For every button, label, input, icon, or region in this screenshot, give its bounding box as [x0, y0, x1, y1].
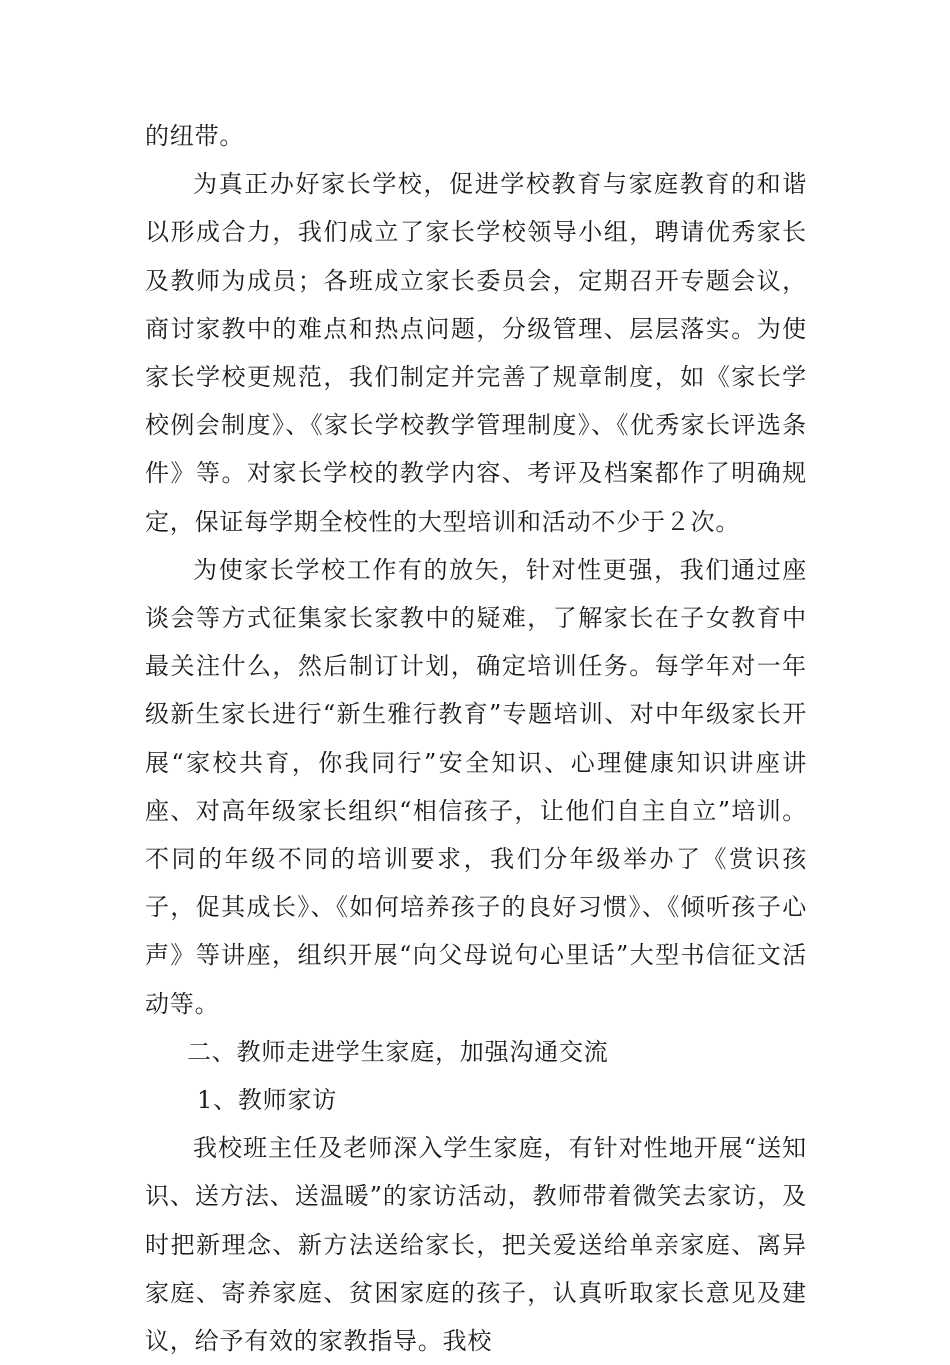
section-heading: 二、教师走进学生家庭，加强沟通交流 — [187, 1037, 609, 1066]
paragraph-home-visits: 我校班主任及老师深入学生家庭，有针对性地开展“送知识、送方法、送温暖”的家访活动，教师带着微笑去家访，及时把新理念、新方法送给家长，把关爱送给单亲家庭、离异家庭、寄养家庭、贫困家庭的孩子，认真听取家长意见及建议，给予有效的家教指导。我校 — [145, 1134, 807, 1356]
document-body — [145, 112, 807, 1365]
subsection-heading: 1、教师家访 — [197, 1086, 338, 1115]
paragraph-training-plan: 为使家长学校工作有的放矢，针对性更强，我们通过座谈会等方式征集家长家教中的疑难，了解家长在子女教育中最关注什么，然后制订计划，确定培训任务。每学年对一年级新生家长进行“新生雅行教育”专题培训、对中年级家长开展“家校共育，你我同行”安全知识、心理健康知识讲座讲座、对高年级家长组织“相信孩子，让他们自主自立”培训。不同的年级不同的培训要求，我们分年级举办了《赏识孩子，促其成长》、《如何培养孩子的良好习惯》、《倾听孩子心声》等讲座，组织开展“向父母说句心里话”大型书信征文活动等。 — [145, 555, 807, 1018]
paragraph-continuation: 的纽带。 — [145, 122, 245, 150]
paragraph-parent-school-organization: 为真正办好家长学校，促进学校教育与家庭教育的和谐以形成合力，我们成立了家长学校领导小组，聘请优秀家长及教师为成员；各班成立家长委员会，定期召开专题会议，商讨家教中的难点和热点问题，分级管理、层层落实。为使家长学校更规范，我们制定并完善了规章制度，如《家长学校例会制度》、《家长学校教学管理制度》、《优秀家长评选条件》等。对家长学校的教学内容、考评及档案都作了明确规定，保证每学期全校性的大型培训和活动不少于２次。 — [145, 170, 807, 536]
